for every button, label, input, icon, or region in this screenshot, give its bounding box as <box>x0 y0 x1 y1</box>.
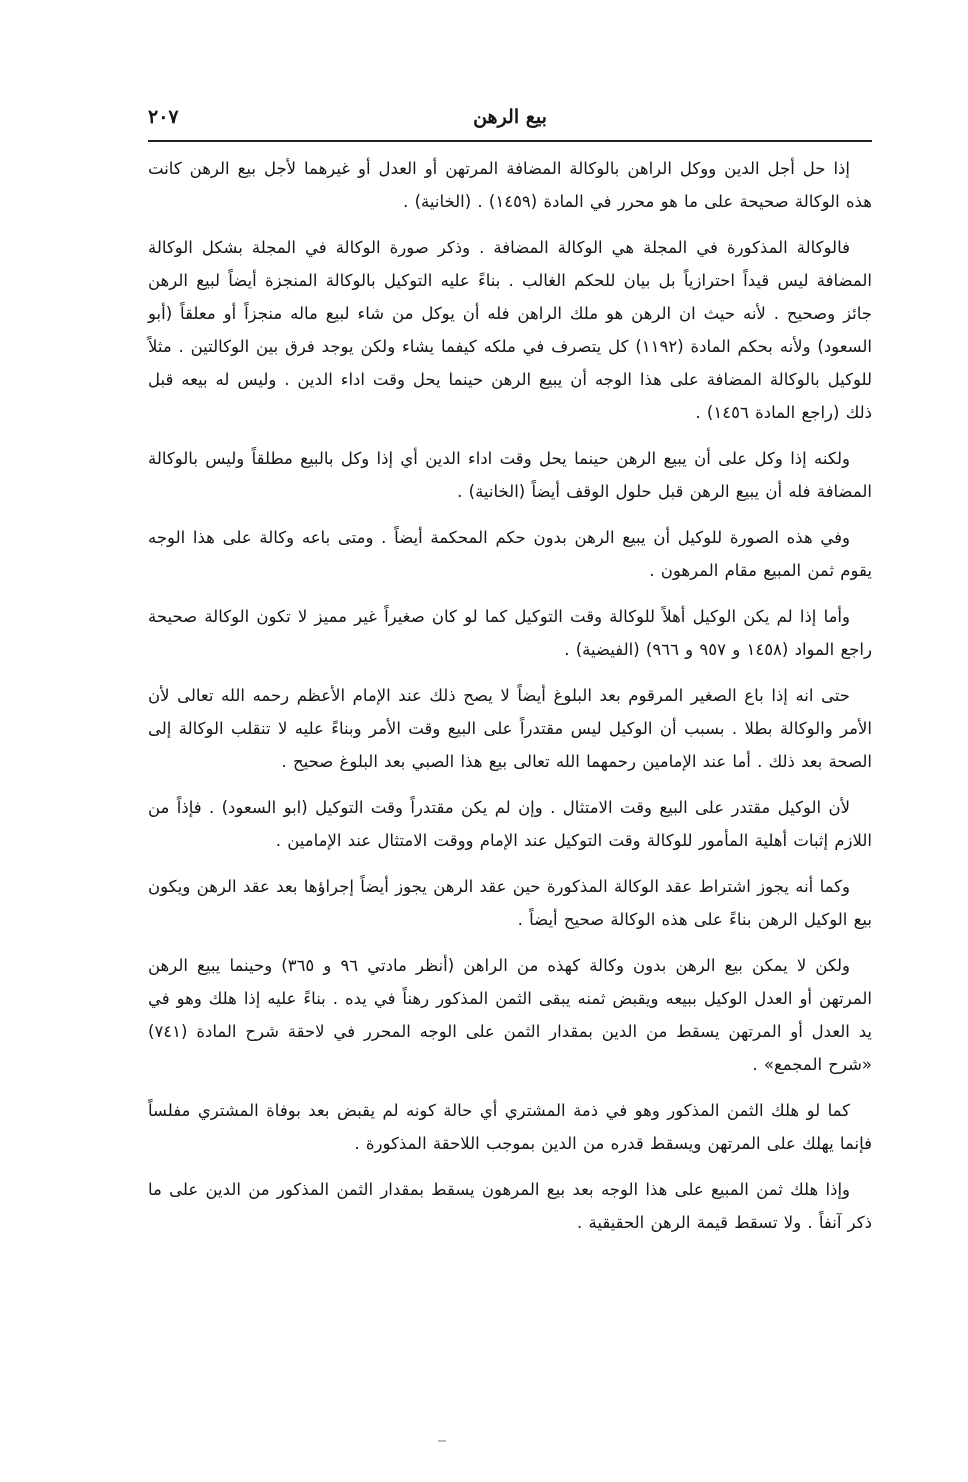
book-page <box>148 0 872 1482</box>
running-title: بيع الرهن <box>473 106 547 128</box>
paragraph-2: فالوكالة المذكورة في المجلة هي الوكالة المضافة . وذكر صورة الوكالة في المجلة بشكل الوكالة المضافة ليس قيداً احترازياً بل بيان للحكم الغالب . بناءً عليه التوكيل بالوكالة المنجزة أيضاً لبيع الرهن جائز وصحيح . لأنه حيث ان الرهن هو ملك الراهن فله أن يوكل من شاء لبيع ماله منجزاً أو معلقاً (أبو السعود) ولأنه بحكم المادة (١١٩٢) كل يتصرف في ملكه كيفما يشاء ولكن يوجد فرق بين الوكالتين . مثلاً للوكيل بالوكالة المضافة على هذا الوجه أن يبيع الرهن حينما يحل وقت اداء الدين . وليس له بيعه قبل ذلك (راجع المادة ١٤٥٦) . <box>148 238 872 422</box>
header-rule <box>148 140 872 142</box>
footer-mark <box>438 1440 446 1442</box>
paragraph-7: لأن الوكيل مقتدر على البيع وقت الامتثال . وإن لم يكن مقتدراً وقت التوكيل (ابو السعود) . فإذاً من اللازم إثبات أهلية المأمور للوكالة وقت التوكيل عند الإمام ووقت الامتثال عند الإمامين . <box>148 798 872 850</box>
page-number: ٢٠٧ <box>148 106 179 128</box>
paragraph-9: ولكن لا يمكن بيع الرهن بدون وكالة كهذه من الراهن (أنظر مادتي ٩٦ و ٣٦٥) وحينما يبيع الرهن المرتهن أو العدل الوكيل ببيعه ويقبض ثمنه يبقى الثمن المذكور رهناً في يده . بناءً عليه إذا هلك وهو في يد العدل أو المرتهن يسقط من الدين بمقدار الثمن على الوجه المحرر في لاحقة شرح المادة (٧٤١) «شرح المجمع» . <box>148 956 872 1074</box>
paragraph-11: وإذا هلك ثمن المبيع على هذا الوجه بعد بيع المرهون يسقط بمقدار الثمن المذكور من الدين على ما ذكر آنفاً . ولا تسقط قيمة الرهن الحقيقية . <box>148 1180 872 1232</box>
paragraph-10: كما لو هلك الثمن المذكور وهو في ذمة المشتري أي حالة كونه لم يقبض بعد بوفاة المشتري مفلساً فإنما يهلك على المرتهن ويسقط قدره من الدين بموجب اللاحقة المذكورة . <box>148 1101 872 1153</box>
body-text <box>148 152 872 1252</box>
paragraph-3: ولكنه إذا وكل على أن يبيع الرهن حينما يحل وقت اداء الدين أي إذا وكل بالبيع مطلقاً وليس بالوكالة المضافة فله أن يبيع الرهن قبل حلول الوقف أيضاً (الخانية) . <box>148 449 872 501</box>
paragraph-8: وكما أنه يجوز اشتراط عقد الوكالة المذكورة حين عقد الرهن يجوز أيضاً إجراؤها بعد عقد الرهن ويكون بيع الوكيل الرهن بناءً على هذه الوكالة صحيح أيضاً . <box>148 877 872 929</box>
paragraph-5: وأما إذا لم يكن الوكيل أهلاً للوكالة وقت التوكيل كما لو كان صغيراً غير مميز لا تكون الوكالة صحيحة راجع المواد (١٤٥٨ و ٩٥٧ و ٩٦٦) (الفيضية) . <box>148 607 872 659</box>
paragraph-4: وفي هذه الصورة للوكيل أن يبيع الرهن بدون حكم المحكمة أيضاً . ومتى باعه وكالة على هذا الوجه يقوم ثمن المبيع مقام المرهون . <box>148 528 872 580</box>
paragraph-1: إذا حل أجل الدين ووكل الراهن بالوكالة المضافة المرتهن أو العدل أو غيرهما لأجل بيع الرهن كانت هذه الوكالة صحيحة على ما هو محرر في المادة (١٤٥٩) . (الخانية) . <box>148 159 872 211</box>
running-header <box>148 100 872 134</box>
paragraph-6: حتى انه إذا باع الصغير المرقوم بعد البلوغ أيضاً لا يصح ذلك عند الإمام الأعظم رحمه الله تعالى لأن الأمر والوكالة بطلا . بسبب أن الوكيل ليس مقتدراً على البيع وقت الأمر وبناءً عليه لا تنقلب الوكالة إلى الصحة بعد ذلك . أما عند الإمامين رحمهما الله تعالى بيع هذا الصبي بعد البلوغ صحيح . <box>148 686 872 771</box>
